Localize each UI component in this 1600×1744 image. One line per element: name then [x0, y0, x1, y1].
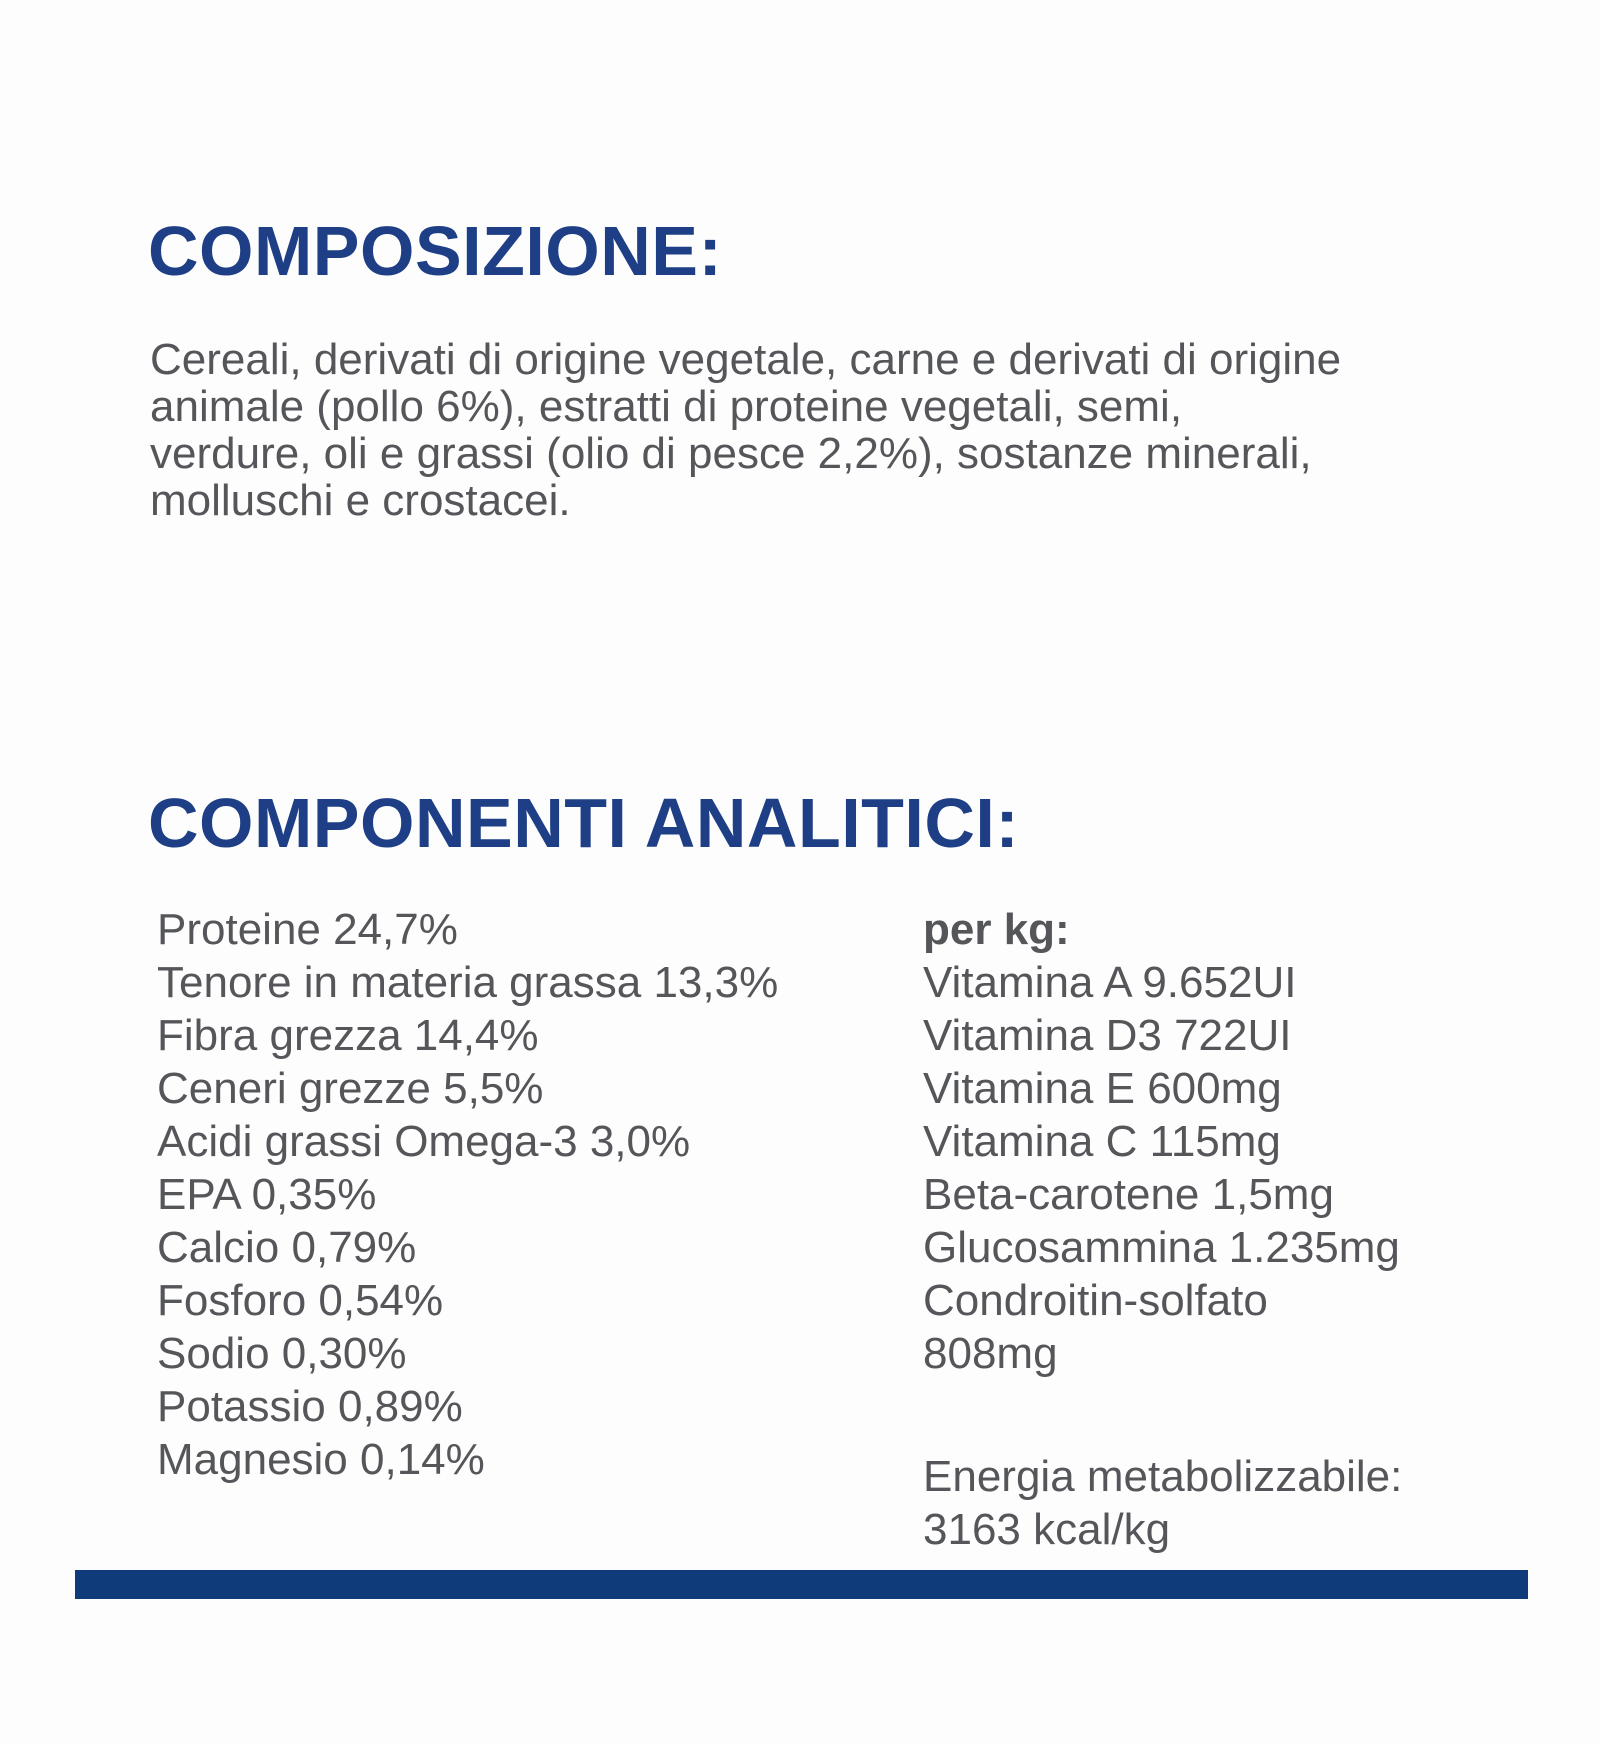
- analytical-columns: [150, 903, 1550, 1563]
- list-item-sodio: Sodio 0,30%: [157, 1329, 407, 1378]
- energy-value: 3163 kcal/kg: [923, 1505, 1171, 1554]
- list-item-beta-carotene: Beta-carotene 1,5mg: [923, 1170, 1334, 1219]
- composition-text: Cereali, derivati di origine vegetale, carne e derivati di origine animale (pollo 6%), estratti di proteine vegetali, semi, verdure, oli e grassi (olio di pesce 2,2%), sostanze minerali, molluschi e crostacei.: [150, 335, 1342, 525]
- list-item-calcio: Calcio 0,79%: [157, 1223, 417, 1272]
- metabolizable-energy: [923, 1450, 1402, 1556]
- list-item-omega3: Acidi grassi Omega-3 3,0%: [157, 1117, 691, 1166]
- list-item-tenore: Tenore in materia grassa 13,3%: [157, 958, 779, 1007]
- list-item-ceneri: Ceneri grezze 5,5%: [157, 1064, 544, 1113]
- analytical-left-column: [157, 903, 778, 1486]
- energy-label: Energia metabolizzabile:: [923, 1452, 1403, 1501]
- list-item-vitamina-c: Vitamina C 115mg: [923, 1117, 1281, 1166]
- analytical-heading: COMPONENTI ANALITICI:: [148, 784, 1020, 862]
- list-item-fosforo: Fosforo 0,54%: [157, 1276, 444, 1325]
- list-item-vitamina-a: Vitamina A 9.652UI: [923, 958, 1297, 1007]
- list-item-condroitin: Condroitin-solfato: [923, 1276, 1268, 1325]
- list-item-vitamina-e: Vitamina E 600mg: [923, 1064, 1282, 1113]
- list-item-proteine: Proteine 24,7%: [157, 905, 458, 954]
- list-item-vitamina-d3: Vitamina D3 722UI: [923, 1011, 1292, 1060]
- list-item-fibra: Fibra grezza 14,4%: [157, 1011, 539, 1060]
- list-item-glucosammina: Glucosammina 1.235mg: [923, 1223, 1400, 1272]
- list-item-potassio: Potassio 0,89%: [157, 1382, 463, 1431]
- list-item-condroitin-mg: 808mg: [923, 1329, 1058, 1378]
- list-item-epa: EPA 0,35%: [157, 1170, 377, 1219]
- composition-heading: COMPOSIZIONE:: [148, 212, 723, 290]
- divider-bar: [75, 1570, 1528, 1599]
- analytical-right-column: [923, 903, 1402, 1556]
- list-item-magnesio: Magnesio 0,14%: [157, 1435, 485, 1484]
- per-kg-label: per kg:: [923, 905, 1070, 954]
